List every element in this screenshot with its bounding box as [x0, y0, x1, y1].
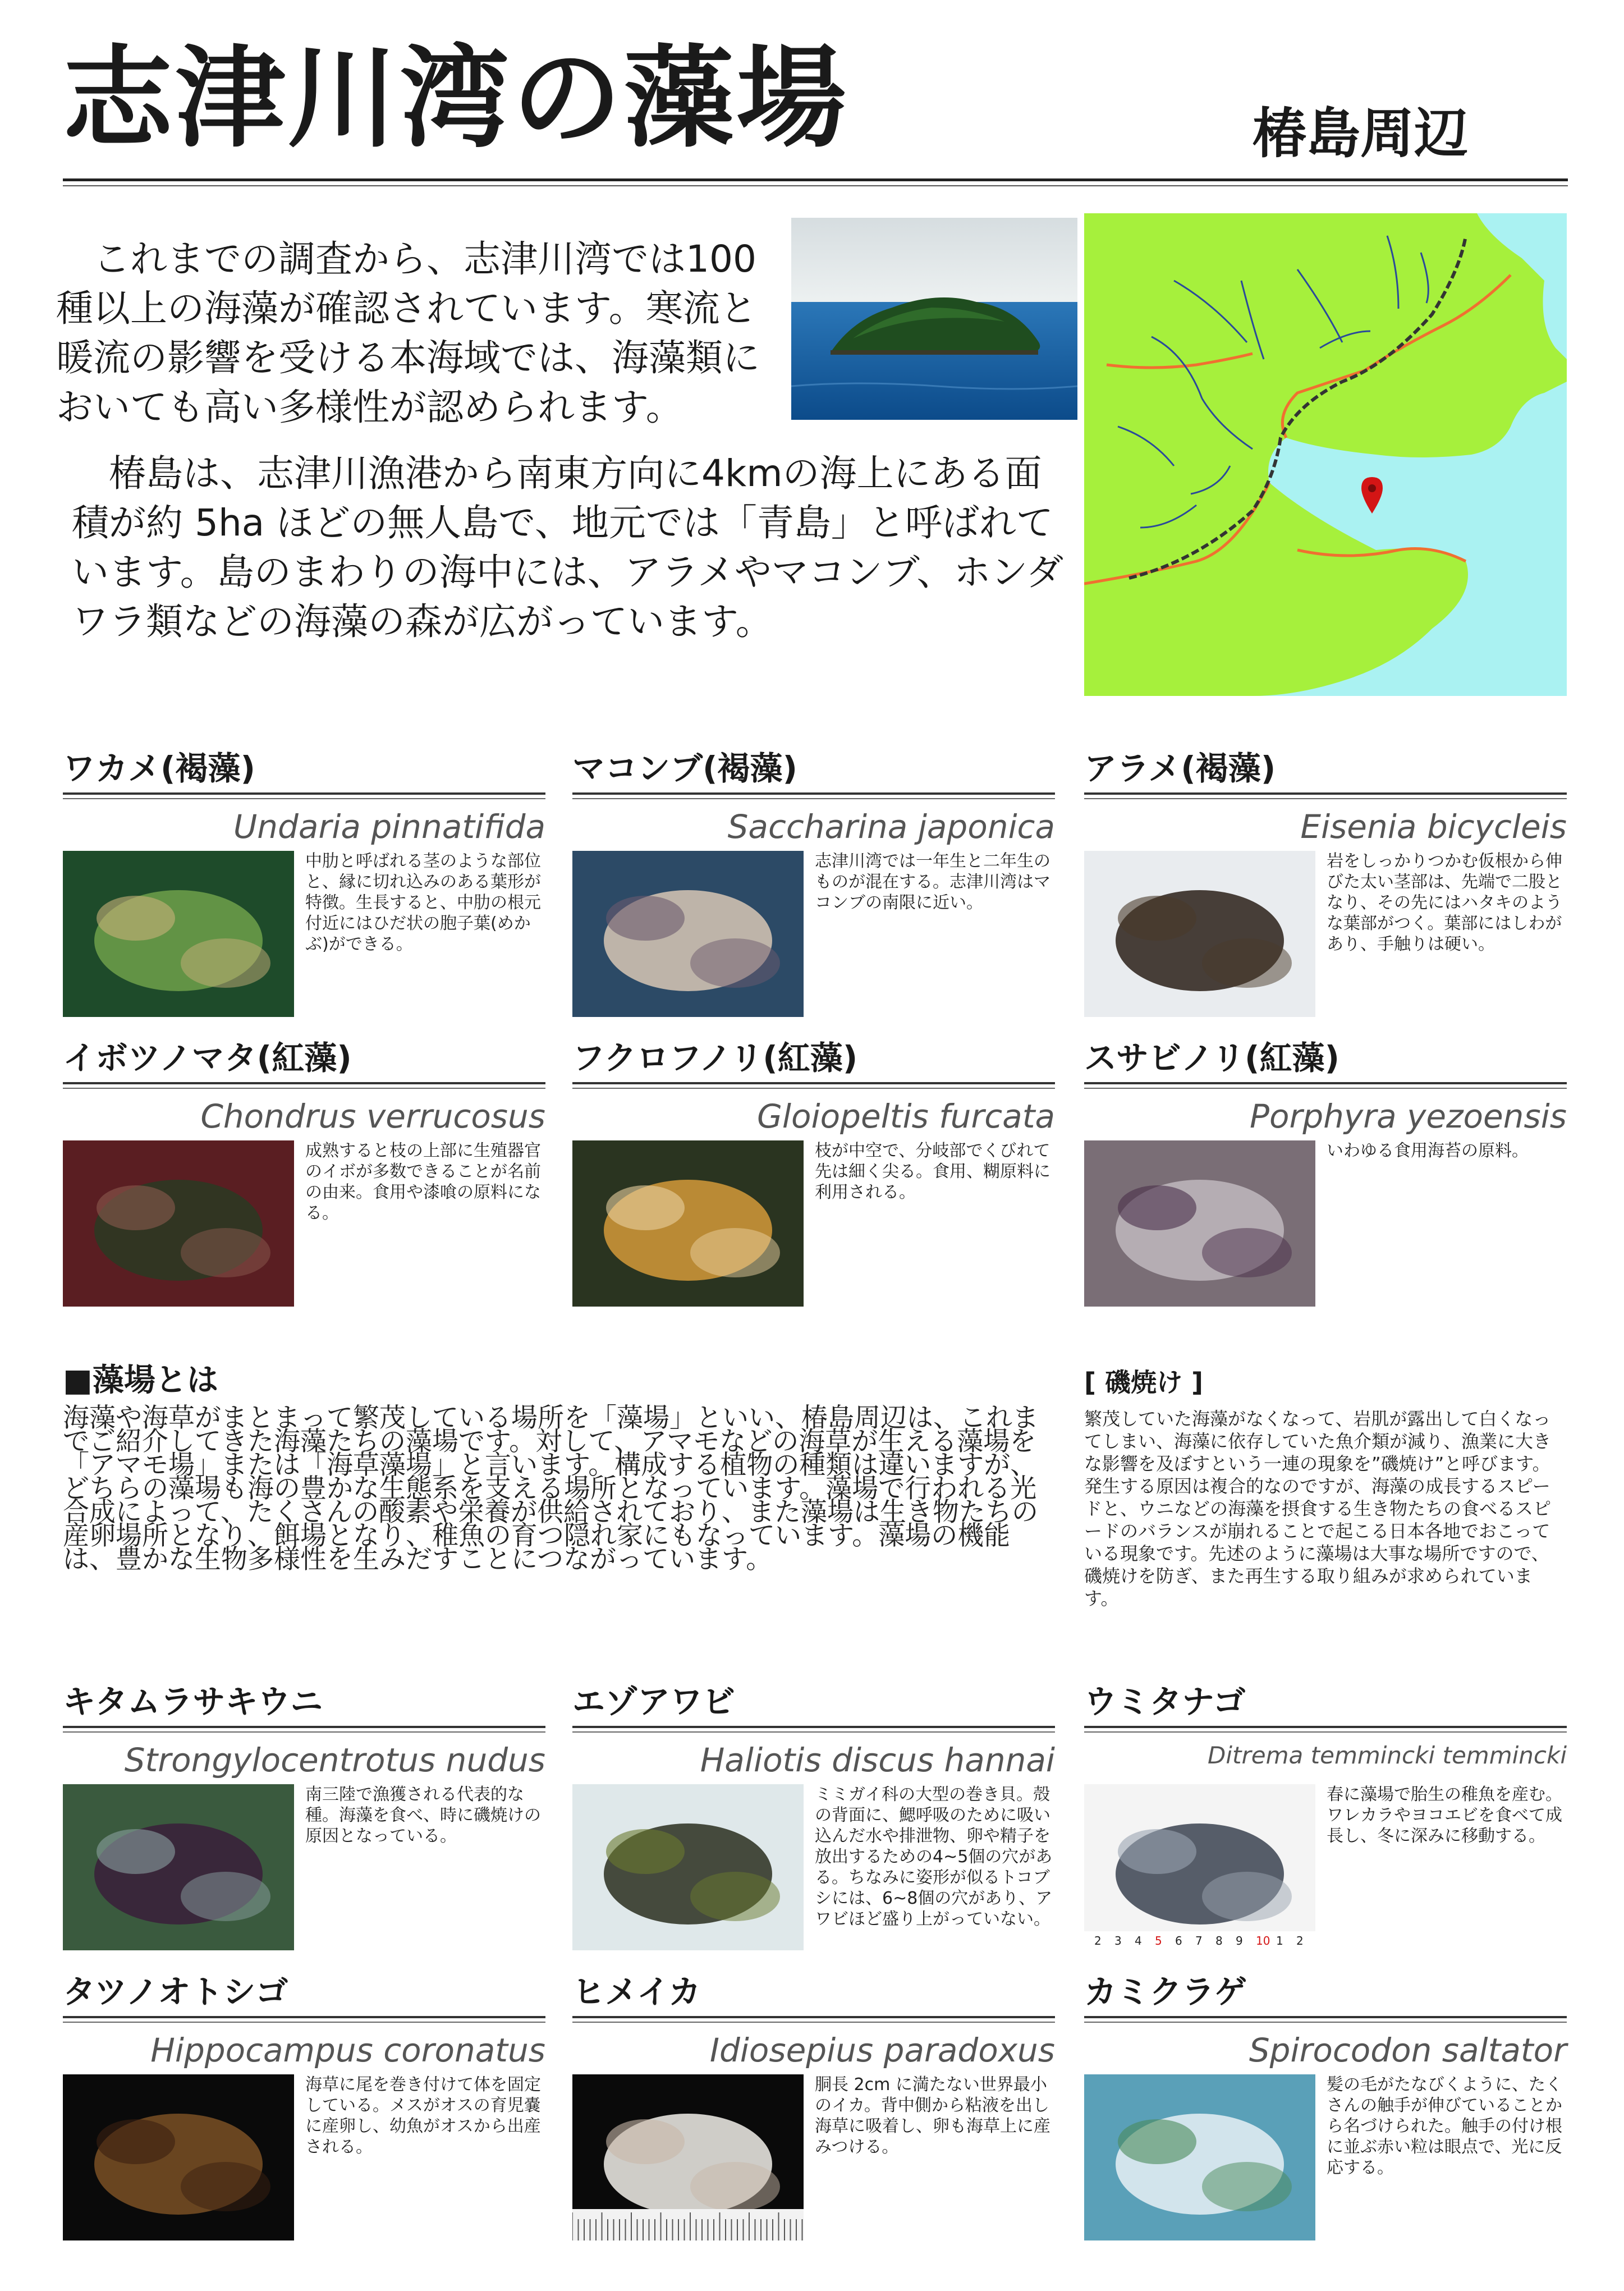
species-scientific-name: Ditrema temmincki temmincki — [1208, 1742, 1567, 1769]
title-rule-thin — [63, 185, 1568, 186]
page-title: 志津川湾の藻場 — [63, 35, 849, 163]
species-name: マコンブ(褐藻) — [572, 749, 798, 787]
species-rule — [63, 1082, 545, 1084]
isoyake-text: 繁茂していた海藻がなくなって、岩肌が露出して白くなってしまい、海藻に依存していた魚介類が減り、漁業に大きな影響を及ぼすという一連の現象を”磯焼け”と呼びます。発生する原因は複合的なのですが、海藻の成長するスピードと、ウニなどの海藻を摂食する生き物たちの食べるスピードのバランスが崩れることで起こる日本各地でおこっている現象です。先述のように藻場は大事な場所ですので、磯焼けを防ぎ、また再生する取り組みが求められています。 — [1084, 1408, 1552, 1609]
species-description: 志津川湾では一年生と二年生のものが混在する。志津川湾はマコンブの南限に近い。 — [815, 851, 1050, 913]
species-photo — [572, 1784, 804, 1950]
species-name: ヒメイカ — [572, 1973, 701, 2011]
species-name: キタムラサキウニ — [63, 1683, 323, 1721]
species-description: 春に藻場で胎生の稚魚を産む。ワレカラやヨコエビを食べて成長し、冬に深みに移動する。 — [1327, 1785, 1562, 1846]
species-rule-thin — [1084, 1088, 1567, 1089]
species-rule-thin — [63, 1731, 545, 1733]
intro-paragraph-1: これまでの調査から、志津川湾では100種以上の海藻が確認されています。寒流と暖流の影響を受ける本海域では、海藻類においても高い多様性が認められます。 — [56, 237, 760, 429]
species-rule — [63, 2016, 545, 2018]
species-scientific-name: Undaria pinnatifida — [233, 808, 545, 846]
svg-text:2: 2 — [1296, 1934, 1304, 1948]
species-description: 成熟すると枝の上部に生殖器官のイボが多数できることが名前の由来。食用や漆喰の原料になる。 — [305, 1141, 541, 1223]
species-scientific-name: Strongylocentrotus nudus — [124, 1741, 545, 1779]
species-photo — [63, 2074, 294, 2240]
isoyake-heading: [ 磯焼け ] — [1084, 1367, 1204, 1397]
moba-text: 海藻や海草がまとまって繁茂している場所を「藻場」といい、椿島周辺は、これまでご紹介してきた海藻たちの藻場です。対して、アマモなどの海草が生える藻場を「アマモ場」または「海草藻場」と言います。構成する植物の種類は違いますが、どちらの藻場も海の豊かな生態系を支える場所となっています。藻場で行われる光合成によって、たくさんの酸素や栄養が供給されており、また藻場は生き物たちの産卵場所となり、餌場となり、稚魚の育つ隠れ家にもなっています。藻場の機能は、豊かな生物多様性を生みだすことにつながっています。 — [63, 1403, 1039, 1575]
species-description: 胴長 2cm に満たない世界最小のイカ。背中側から粘液を出し海草に吸着し、卵も海草上に産みつける。 — [815, 2075, 1050, 2157]
species-rule-thin — [1084, 1731, 1567, 1733]
species-rule — [1084, 2016, 1567, 2018]
svg-text:9: 9 — [1236, 1934, 1243, 1948]
moba-heading: ■藻場とは — [63, 1362, 218, 1399]
location-map — [1084, 213, 1567, 696]
island-photo — [791, 218, 1077, 420]
page-subtitle: 椿島周辺 — [1253, 102, 1468, 165]
species-rule — [572, 2016, 1055, 2018]
species-scientific-name: Idiosepius paradoxus — [709, 2031, 1055, 2069]
svg-text:10: 10 — [1256, 1934, 1270, 1948]
species-rule-thin — [572, 2022, 1055, 2023]
svg-text:8: 8 — [1215, 1934, 1223, 1948]
species-rule — [1084, 792, 1567, 795]
species-description: いわゆる食用海苔の原料。 — [1327, 1141, 1529, 1161]
species-name: イボツノマタ(紅藻) — [63, 1039, 352, 1077]
species-scientific-name: Chondrus verrucosus — [200, 1097, 545, 1135]
species-photo — [572, 2074, 804, 2240]
species-name: アラメ(褐藻) — [1084, 749, 1276, 787]
species-photo — [1084, 1784, 1315, 1950]
species-rule-thin — [1084, 798, 1567, 799]
svg-text:7: 7 — [1195, 1934, 1203, 1948]
species-photo — [1084, 2074, 1315, 2240]
species-rule — [572, 1726, 1055, 1728]
svg-text:2: 2 — [1094, 1934, 1102, 1948]
species-rule-thin — [63, 2022, 545, 2023]
species-scientific-name: Eisenia bicycleis — [1300, 808, 1567, 846]
species-rule — [1084, 1082, 1567, 1084]
species-photo — [63, 851, 294, 1017]
species-name: カミクラゲ — [1084, 1973, 1247, 2011]
svg-text:1: 1 — [1276, 1934, 1283, 1948]
species-name: タツノオトシゴ — [63, 1973, 288, 2011]
species-rule-thin — [63, 798, 545, 799]
svg-text:6: 6 — [1175, 1934, 1182, 1948]
species-description: 髪の毛がたなびくように、たくさんの触手が伸びていることから名づけられた。触手の付け根に並ぶ赤い粒は眼点で、光に反応する。 — [1327, 2075, 1562, 2178]
species-photo — [63, 1784, 294, 1950]
species-photo — [572, 851, 804, 1017]
svg-text:5: 5 — [1155, 1934, 1162, 1948]
species-rule — [1084, 1726, 1567, 1728]
species-description: ミミガイ科の大型の巻き貝。殻の背面に、鰓呼吸のために吸い込んだ水や排泄物、卵や精子を放出するための4~5個の穴がある。ちなみに姿形が似るトコブシには、6~8個の穴があり、アワビほど盛り上がっていない。 — [815, 1785, 1053, 1929]
species-photo — [1084, 1140, 1315, 1307]
species-scientific-name: Gloiopeltis furcata — [756, 1097, 1055, 1135]
species-scientific-name: Saccharina japonica — [727, 808, 1055, 846]
species-rule — [572, 1082, 1055, 1084]
species-name: ウミタナゴ — [1084, 1683, 1246, 1721]
species-photo — [572, 1140, 804, 1307]
species-rule-thin — [1084, 2022, 1567, 2023]
species-name: スサビノリ(紅藻) — [1084, 1039, 1339, 1077]
species-rule-thin — [572, 798, 1055, 799]
species-name: ワカメ(褐藻) — [63, 749, 256, 787]
svg-text:3: 3 — [1114, 1934, 1122, 1948]
species-scientific-name: Porphyra yezoensis — [1250, 1097, 1567, 1135]
species-rule — [572, 792, 1055, 795]
species-description: 南三陸で漁獲される代表的な種。海藻を食べ、時に磯焼けの原因となっている。 — [305, 1785, 541, 1846]
species-rule-thin — [63, 1088, 545, 1089]
species-description: 岩をしっかりつかむ仮根から伸びた太い茎部は、先端で二股となり、その先にはハタキのような葉部がつく。葉部にはしわがあり、手触りは硬い。 — [1327, 851, 1562, 954]
species-name: フクロフノリ(紅藻) — [572, 1039, 858, 1077]
svg-text:4: 4 — [1135, 1934, 1142, 1948]
title-rule — [63, 178, 1568, 181]
species-description: 枝が中空で、分岐部でくびれて先は細く尖る。食用、糊原料に利用される。 — [815, 1141, 1050, 1202]
species-rule-thin — [572, 1731, 1055, 1733]
intro-paragraph-2: 椿島は、志津川漁港から南東方向に4kmの海上にある面積が約 5ha ほどの無人島で、地元では「青島」と呼ばれています。島のまわりの海中には、アラメやマコンブ、ホンダワラ類などの海藻の森が広がっています。 — [72, 452, 1063, 643]
species-photo — [1084, 851, 1315, 1017]
species-photo — [63, 1140, 294, 1307]
species-rule — [63, 1726, 545, 1728]
species-rule — [63, 792, 545, 795]
species-scientific-name: Haliotis discus hannai — [700, 1741, 1055, 1779]
species-name: エゾアワビ — [572, 1683, 736, 1721]
species-description: 中肋と呼ばれる茎のような部位と、縁に切れ込みのある葉形が特徴。生長すると、中肋の根元付近にはひだ状の胞子葉(めかぶ)ができる。 — [305, 851, 541, 954]
species-scientific-name: Hippocampus coronatus — [150, 2031, 545, 2069]
species-scientific-name: Spirocodon saltator — [1249, 2031, 1567, 2069]
species-rule-thin — [572, 1088, 1055, 1089]
species-description: 海草に尾を巻き付けて体を固定している。メスがオスの育児嚢に産卵し、幼魚がオスから出産される。 — [305, 2075, 541, 2157]
